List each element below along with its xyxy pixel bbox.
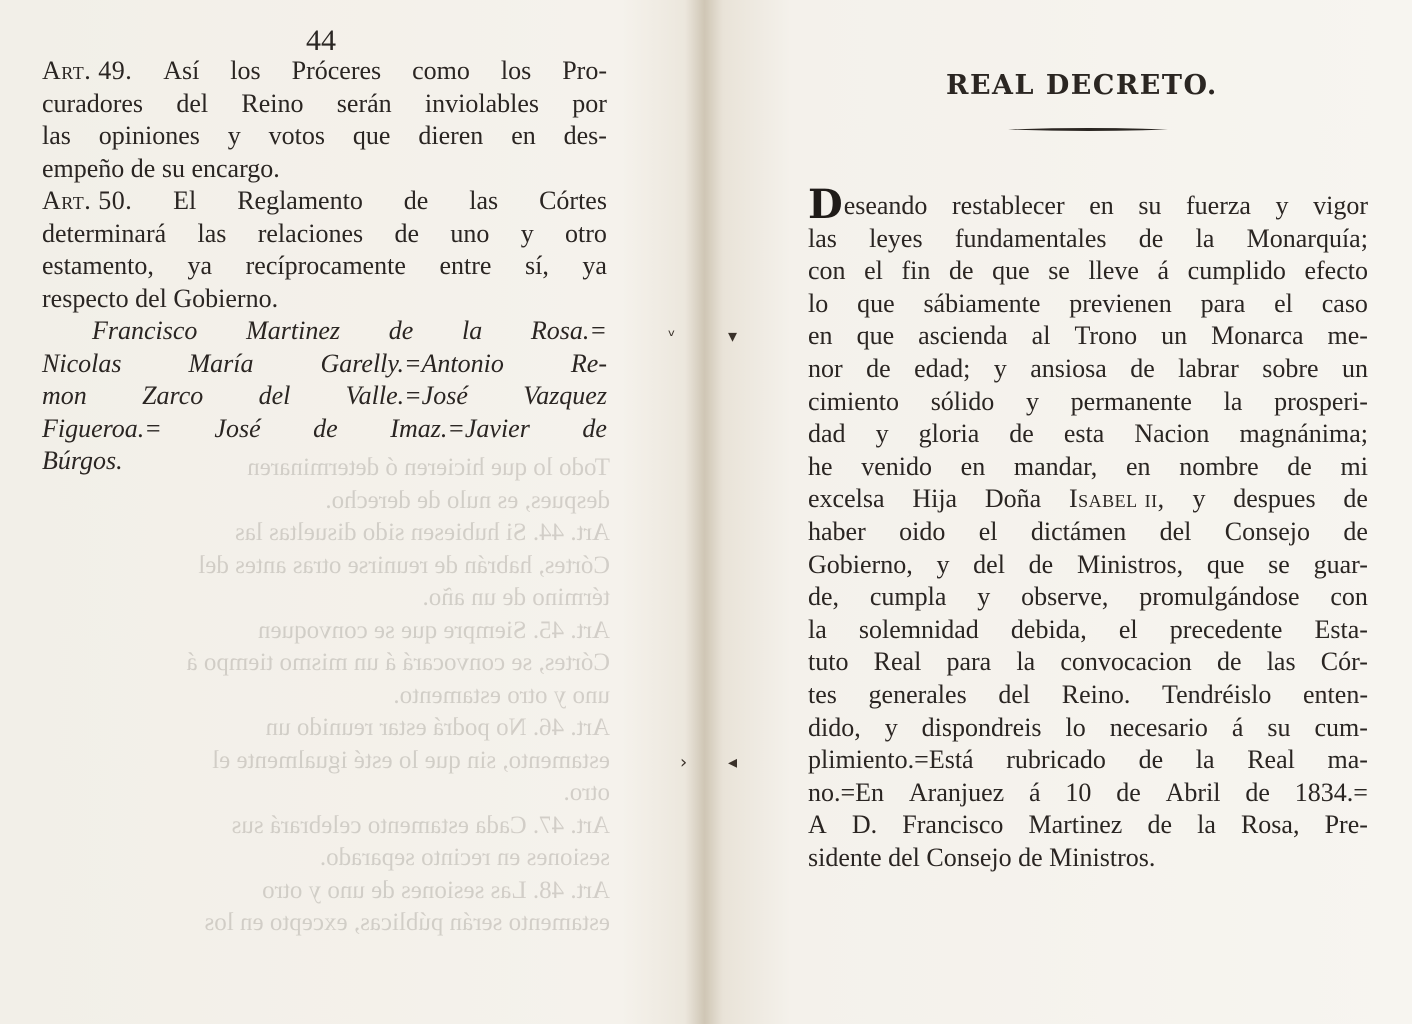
text-word: de: [1216, 647, 1242, 677]
text-line: [42, 120, 607, 153]
text-line: [42, 250, 607, 283]
text-line: [808, 712, 1368, 745]
text-word: de: [1343, 516, 1368, 546]
text-line: [808, 255, 1368, 288]
text-word: José: [214, 413, 261, 443]
text-word: un: [1161, 321, 1188, 351]
text-word: Córtes: [539, 186, 607, 215]
text-word: he: [808, 451, 833, 481]
text-word: gloria: [918, 419, 980, 449]
text-word: Isabel ii,: [1069, 484, 1165, 514]
text-word: y: [884, 712, 898, 742]
text-word: nombre: [1179, 451, 1259, 481]
text-word: se: [1048, 256, 1070, 286]
text-line: [42, 88, 607, 121]
text-word: de: [1287, 451, 1312, 481]
text-word: lo: [1065, 712, 1086, 742]
text-word: por: [572, 88, 607, 118]
text-word: des-: [563, 121, 607, 150]
text-word: Re-: [570, 348, 607, 378]
text-word: las: [808, 223, 837, 253]
text-line: [808, 386, 1368, 419]
text-word: 1834.=: [1294, 777, 1368, 807]
text-word: y: [1275, 191, 1289, 220]
text-word: prosperi-: [1274, 386, 1368, 416]
text-word: dispondreis: [921, 712, 1042, 742]
text-line: [808, 777, 1368, 810]
text-word: debida,: [1010, 614, 1087, 644]
text-line: [808, 549, 1368, 582]
text-word: Consejo: [1224, 516, 1310, 546]
text-word: de: [1028, 549, 1054, 579]
text-word: D.: [851, 810, 878, 840]
text-word: generales: [868, 679, 967, 709]
text-word: tes: [808, 679, 837, 709]
text-word: eseando: [843, 191, 928, 220]
gutter-mark-icon: ᵛ: [668, 326, 676, 347]
text-word: estamento,: [42, 251, 154, 280]
text-word: Rosa,: [1240, 810, 1300, 840]
text-word: lo: [808, 288, 829, 318]
text-word: solemnidad: [858, 614, 979, 644]
text-word: Pre-: [1324, 810, 1368, 840]
text-word: leyes: [869, 223, 923, 253]
text-word: cimiento: [808, 386, 899, 416]
left-page-text: [42, 55, 607, 478]
text-word: las: [42, 121, 71, 150]
text-word: Martinez: [1028, 810, 1123, 840]
text-word: despues: [1233, 484, 1316, 514]
page-number: 44: [306, 24, 336, 57]
text-word: Trono: [1074, 321, 1138, 351]
text-word: Búrgos.: [42, 446, 123, 475]
text-line: [808, 646, 1368, 679]
text-word: con: [808, 256, 846, 286]
text-line: [808, 809, 1368, 842]
signature-line: [42, 348, 607, 381]
text-word: otro: [565, 218, 607, 248]
text-word: y: [936, 549, 950, 579]
text-word: en: [1125, 451, 1151, 481]
text-word: empeño de su encargo.: [42, 153, 280, 183]
text-word: la: [1197, 810, 1216, 840]
text-word: fundamentales: [954, 223, 1107, 253]
text-word: Nicolas: [42, 348, 122, 378]
text-word: plimiento.=Está: [808, 745, 974, 775]
text-word: ma-: [1327, 745, 1368, 775]
text-line: [42, 55, 607, 88]
text-word: previenen: [1069, 288, 1172, 318]
text-word: de: [313, 413, 338, 443]
text-word: excelsa: [808, 484, 885, 514]
text-word: ascienda: [918, 321, 1008, 351]
text-line: [808, 320, 1368, 353]
text-word: del: [998, 679, 1031, 709]
text-word: de: [582, 413, 607, 443]
text-word: labrar: [1178, 353, 1239, 383]
text-word: Tendréislo: [1162, 679, 1272, 709]
text-word: la: [1195, 223, 1215, 253]
text-word: con: [1330, 582, 1368, 612]
text-word: restablecer: [952, 191, 1065, 220]
page-title: REAL DECRETO.: [946, 70, 1218, 101]
text-word: en: [511, 121, 536, 150]
text-word: Doña: [984, 484, 1042, 514]
text-word: curadores: [42, 88, 144, 118]
gutter-mark-icon: ›: [680, 752, 688, 773]
text-word: guar-: [1313, 549, 1368, 579]
text-word: observe,: [1021, 582, 1109, 612]
text-word: que: [856, 321, 895, 351]
text-word: fin: [901, 256, 931, 286]
text-line: [808, 451, 1368, 484]
text-word: la: [461, 316, 483, 345]
text-word: Monarca: [1211, 321, 1304, 351]
text-word: dad: [808, 419, 846, 449]
text-word: me-: [1327, 321, 1368, 351]
text-word: Real: [873, 647, 922, 677]
text-word: el: [1274, 288, 1293, 318]
text-word: de: [1343, 484, 1368, 514]
show-through-text: Todo lo que hicieren ó determinaren despues, es nulo de derecho. Art. 44. Si hubiesen sido disueltas las Córtes, habrán de reunirse otras antes del término de un año. Art. 45. Siempre que se convoquen Córtes, se convocará á un mismo tiempo á uno y otro estamento. Art. 46. No podrá estar reunido un estamento, sin que lo esté igualmente el otro. Art. 47. Cada estamento celebrará sus sesiones en recinto separado. Art. 48. Las sesiones de uno y otro estamento serán públicas, excepto en los: [186, 454, 610, 936]
text-word: dido,: [808, 712, 861, 742]
text-word: A: [808, 810, 827, 840]
text-word: rubricado: [1006, 745, 1106, 775]
text-word: inviolables: [424, 88, 540, 118]
decree-text: [808, 181, 1368, 874]
text-line: [808, 223, 1368, 256]
text-word: serán: [336, 88, 392, 118]
text-word: mi: [1340, 451, 1368, 481]
text-word: el: [978, 516, 998, 546]
gutter-mark-icon: ▾: [728, 326, 738, 347]
text-word: en: [808, 321, 833, 351]
text-word: y: [993, 353, 1007, 383]
text-word: Próceres: [291, 56, 382, 85]
text-word: cumplido: [1187, 256, 1286, 286]
text-word: de: [403, 186, 429, 215]
text-line: [808, 181, 1368, 228]
text-word: efecto: [1304, 256, 1368, 286]
text-word: sábiamente: [923, 288, 1041, 318]
text-word: Pro-: [562, 56, 607, 85]
signature-line: [42, 380, 607, 413]
text-word: de: [1147, 810, 1172, 840]
text-word: la: [1223, 386, 1243, 416]
text-word: las: [1266, 647, 1296, 677]
text-word: dictámen: [1030, 516, 1127, 546]
text-line: [808, 744, 1368, 777]
text-word: de: [866, 353, 891, 383]
text-word: Abril: [1165, 777, 1221, 807]
text-word: Cór-: [1320, 647, 1368, 677]
text-word: á: [1029, 777, 1041, 807]
text-line: [808, 353, 1368, 386]
text-word: Reglamento: [237, 186, 363, 215]
text-word: edad;: [914, 353, 971, 383]
text-word: en: [1089, 191, 1114, 220]
text-word: María: [188, 348, 254, 378]
text-word: convocacion: [1060, 647, 1192, 677]
text-word: y: [1025, 386, 1039, 416]
text-word: ansiosa: [1030, 353, 1107, 383]
text-word: á: [1157, 256, 1170, 286]
text-word: cum-: [1314, 712, 1368, 742]
text-word: vigor: [1313, 191, 1368, 220]
text-word: Real: [1247, 745, 1295, 775]
text-word: su: [1138, 191, 1162, 220]
text-word: y: [520, 218, 534, 248]
text-word: enten-: [1303, 679, 1368, 709]
text-word: de: [1138, 745, 1164, 775]
text-word: los: [500, 56, 532, 85]
text-word: al: [1031, 321, 1051, 351]
text-word: en: [960, 451, 986, 481]
text-word: como: [412, 56, 470, 85]
text-word: magnánima;: [1239, 419, 1368, 449]
text-word: Martinez: [246, 316, 341, 345]
text-word: Art. 49.: [42, 56, 133, 85]
signature-line: [42, 413, 607, 446]
text-word: respecto del Gobierno.: [42, 283, 279, 313]
text-word: se: [1268, 549, 1290, 579]
text-word: su: [1267, 712, 1291, 742]
text-word: Vazquez: [523, 381, 607, 410]
text-word: el: [864, 256, 883, 286]
text-word: la: [1195, 745, 1215, 775]
text-word: Reino: [241, 88, 304, 118]
right-page: [700, 0, 1412, 1024]
text-word: Garelly.=Antonio: [320, 348, 504, 378]
text-word: la: [1016, 647, 1036, 677]
text-word: de: [388, 316, 414, 345]
text-line: [42, 283, 607, 316]
text-word: cumpla: [869, 582, 947, 612]
text-line: [808, 483, 1368, 516]
text-word: esta: [1063, 419, 1105, 449]
text-word: fuerza: [1186, 191, 1251, 220]
text-word: permanente: [1070, 386, 1192, 416]
text-word: el: [1118, 614, 1138, 644]
text-word: de: [1245, 777, 1270, 807]
text-line: [42, 185, 607, 218]
text-word: las: [197, 218, 227, 248]
text-word: determinará: [42, 218, 167, 248]
text-word: votos: [268, 121, 326, 150]
signature-line: [42, 315, 607, 348]
text-word: oido: [899, 516, 946, 546]
text-word: que: [992, 256, 1030, 286]
text-word: 10: [1065, 777, 1092, 807]
text-word: y: [977, 582, 991, 612]
text-word: del: [258, 381, 291, 410]
text-word: la: [808, 614, 827, 644]
text-word: un: [1341, 353, 1368, 383]
text-line: [42, 218, 607, 251]
drop-cap: D: [808, 181, 843, 228]
text-word: los: [230, 56, 261, 85]
text-word: Hija: [912, 484, 958, 514]
text-line: [808, 614, 1368, 647]
text-word: mandar,: [1013, 451, 1098, 481]
text-word: del: [176, 88, 209, 118]
text-word: que: [352, 121, 391, 150]
text-word: Reino.: [1061, 679, 1131, 709]
text-word: caso: [1321, 288, 1368, 318]
text-word: dieren: [418, 121, 484, 150]
text-word: sidente del Consejo de Ministros.: [808, 842, 1156, 872]
text-word: de: [394, 218, 420, 248]
text-word: Esta-: [1314, 614, 1368, 644]
text-word: necesario: [1109, 712, 1208, 742]
text-word: Aranjuez: [908, 777, 1005, 807]
ornamental-rule: [1008, 127, 1168, 132]
text-word: no.=En: [808, 777, 885, 807]
text-word: precedente: [1169, 614, 1283, 644]
text-word: Nacion: [1134, 419, 1210, 449]
text-word: lleve: [1088, 256, 1139, 286]
text-line: [808, 842, 1368, 875]
text-word: para: [1200, 288, 1246, 318]
text-word: Francisco: [92, 316, 198, 345]
text-word: de: [1130, 353, 1155, 383]
text-word: de: [1138, 223, 1164, 253]
text-word: Gobierno,: [808, 549, 913, 579]
text-word: Ministros,: [1076, 549, 1184, 579]
text-word: Imaz.=Javier: [390, 413, 530, 443]
text-line: [808, 516, 1368, 549]
text-line: [808, 679, 1368, 712]
text-word: entre: [439, 251, 492, 280]
text-line: [808, 581, 1368, 614]
text-word: para: [946, 647, 992, 677]
text-word: sólido: [930, 386, 995, 416]
text-word: de: [1116, 777, 1141, 807]
text-word: ya: [582, 251, 607, 280]
text-word: á: [1231, 712, 1244, 742]
text-word: Rosa.=: [530, 316, 607, 345]
text-word: haber: [808, 516, 866, 546]
text-word: Zarco: [142, 381, 204, 410]
first-word: [808, 181, 928, 228]
text-word: Valle.=José: [345, 381, 468, 410]
text-word: promulgándose: [1139, 582, 1300, 612]
text-word: Así: [163, 56, 200, 85]
text-word: uno: [450, 218, 490, 248]
text-word: del: [1159, 516, 1192, 546]
text-word: tuto: [808, 647, 849, 677]
text-word: Monarquía;: [1246, 223, 1368, 253]
text-word: nor: [808, 353, 843, 383]
text-word: de: [948, 256, 974, 286]
text-line: [808, 418, 1368, 451]
text-word: y: [1192, 484, 1206, 514]
text-word: opiniones: [98, 121, 200, 150]
text-word: que: [857, 288, 895, 318]
text-word: las: [469, 186, 499, 215]
text-word: Francisco: [902, 810, 1004, 840]
text-word: Art. 50.: [42, 186, 133, 215]
text-word: Figueroa.=: [42, 413, 162, 443]
text-word: de,: [808, 582, 840, 612]
text-word: del: [973, 549, 1005, 579]
text-word: sí,: [524, 251, 549, 280]
text-line: [42, 153, 607, 186]
text-word: y: [227, 121, 241, 150]
text-word: ya: [187, 251, 213, 280]
text-word: y: [875, 419, 889, 449]
text-word: recíprocamente: [245, 251, 406, 280]
text-word: que: [1206, 549, 1245, 579]
signature-line: [42, 445, 607, 478]
gutter-mark-icon: ◂: [728, 752, 738, 773]
text-word: venido: [861, 451, 932, 481]
text-word: El: [173, 186, 197, 215]
text-word: sobre: [1262, 353, 1319, 383]
text-word: relaciones: [257, 218, 364, 248]
text-word: de: [1009, 419, 1034, 449]
left-page: [0, 0, 700, 1024]
text-word: mon: [42, 381, 87, 410]
text-line: [808, 288, 1368, 321]
